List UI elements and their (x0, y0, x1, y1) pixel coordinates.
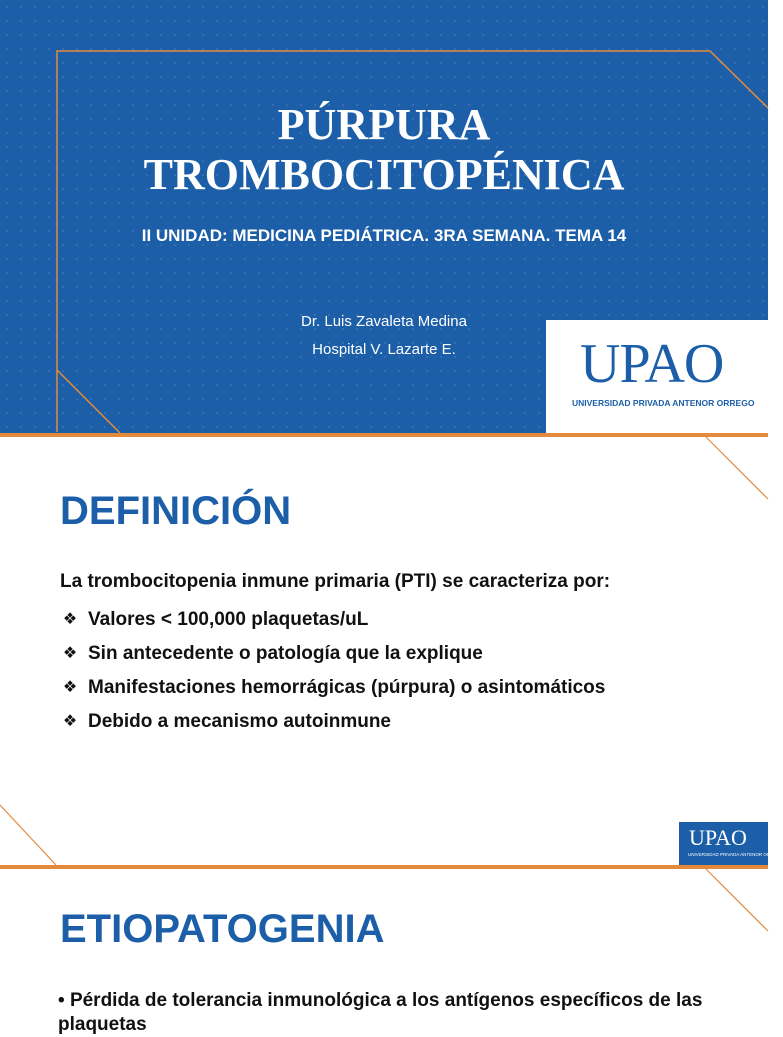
upao-logo-text: UPAO (580, 333, 724, 395)
list-item (60, 637, 605, 671)
list-item (60, 671, 605, 705)
slide-title (0, 100, 768, 200)
list-item (58, 989, 738, 1037)
diamond-bullet-icon: ❖ (62, 679, 78, 696)
upao-logo-small-subtext: UNIVERSIDAD PRIVADA ANTENOR ORREGO (688, 852, 783, 857)
diamond-bullet-icon: ❖ (62, 611, 78, 628)
definition-heading: DEFINICIÓN (60, 489, 292, 533)
etiopathogenesis-heading: ETIOPATOGENIA (60, 907, 385, 951)
diamond-bullet-icon: ❖ (62, 645, 78, 662)
diamond-bullet-icon: ❖ (62, 713, 78, 730)
upao-logo (546, 320, 768, 433)
etiopathogenesis-slide (0, 869, 768, 1035)
title-line-1: PÚRPURA (277, 100, 491, 149)
definition-bullet-list (60, 603, 605, 739)
upao-logo-subtext: UNIVERSIDAD PRIVADA ANTENOR ORREGO (572, 398, 755, 408)
bullet-text: Sin antecedente o patología que la explique (88, 643, 483, 664)
bullet-text: Manifestaciones hemorrágicas (púrpura) o asintomáticos (88, 677, 606, 698)
bullet-text: Debido a mecanismo autoinmune (88, 711, 391, 732)
list-item (60, 603, 605, 637)
upao-logo-small-text: UPAO (689, 825, 747, 850)
upao-logo-small (679, 822, 783, 865)
slide-subtitle: II UNIDAD: MEDICINA PEDIÁTRICA. 3RA SEMANA. TEMA 14 (141, 226, 627, 245)
title-line-2: TROMBOCITOPÉNICA (143, 150, 625, 199)
bullet-text: Valores < 100,000 plaquetas/uL (88, 609, 369, 630)
list-item (60, 705, 605, 739)
title-slide (0, 0, 768, 433)
bullet-dot-icon: • (58, 990, 65, 1011)
author-name: Dr. Luis Zavaleta Medina (301, 313, 467, 330)
definition-intro: La trombocitopenia inmune primaria (PTI) se caracteriza por: (60, 571, 611, 592)
bullet-text: Pérdida de tolerancia inmunológica a los antígenos específicos de las plaquetas (58, 990, 703, 1035)
definition-slide (0, 437, 783, 865)
hospital-name: Hospital V. Lazarte E. (312, 341, 456, 358)
